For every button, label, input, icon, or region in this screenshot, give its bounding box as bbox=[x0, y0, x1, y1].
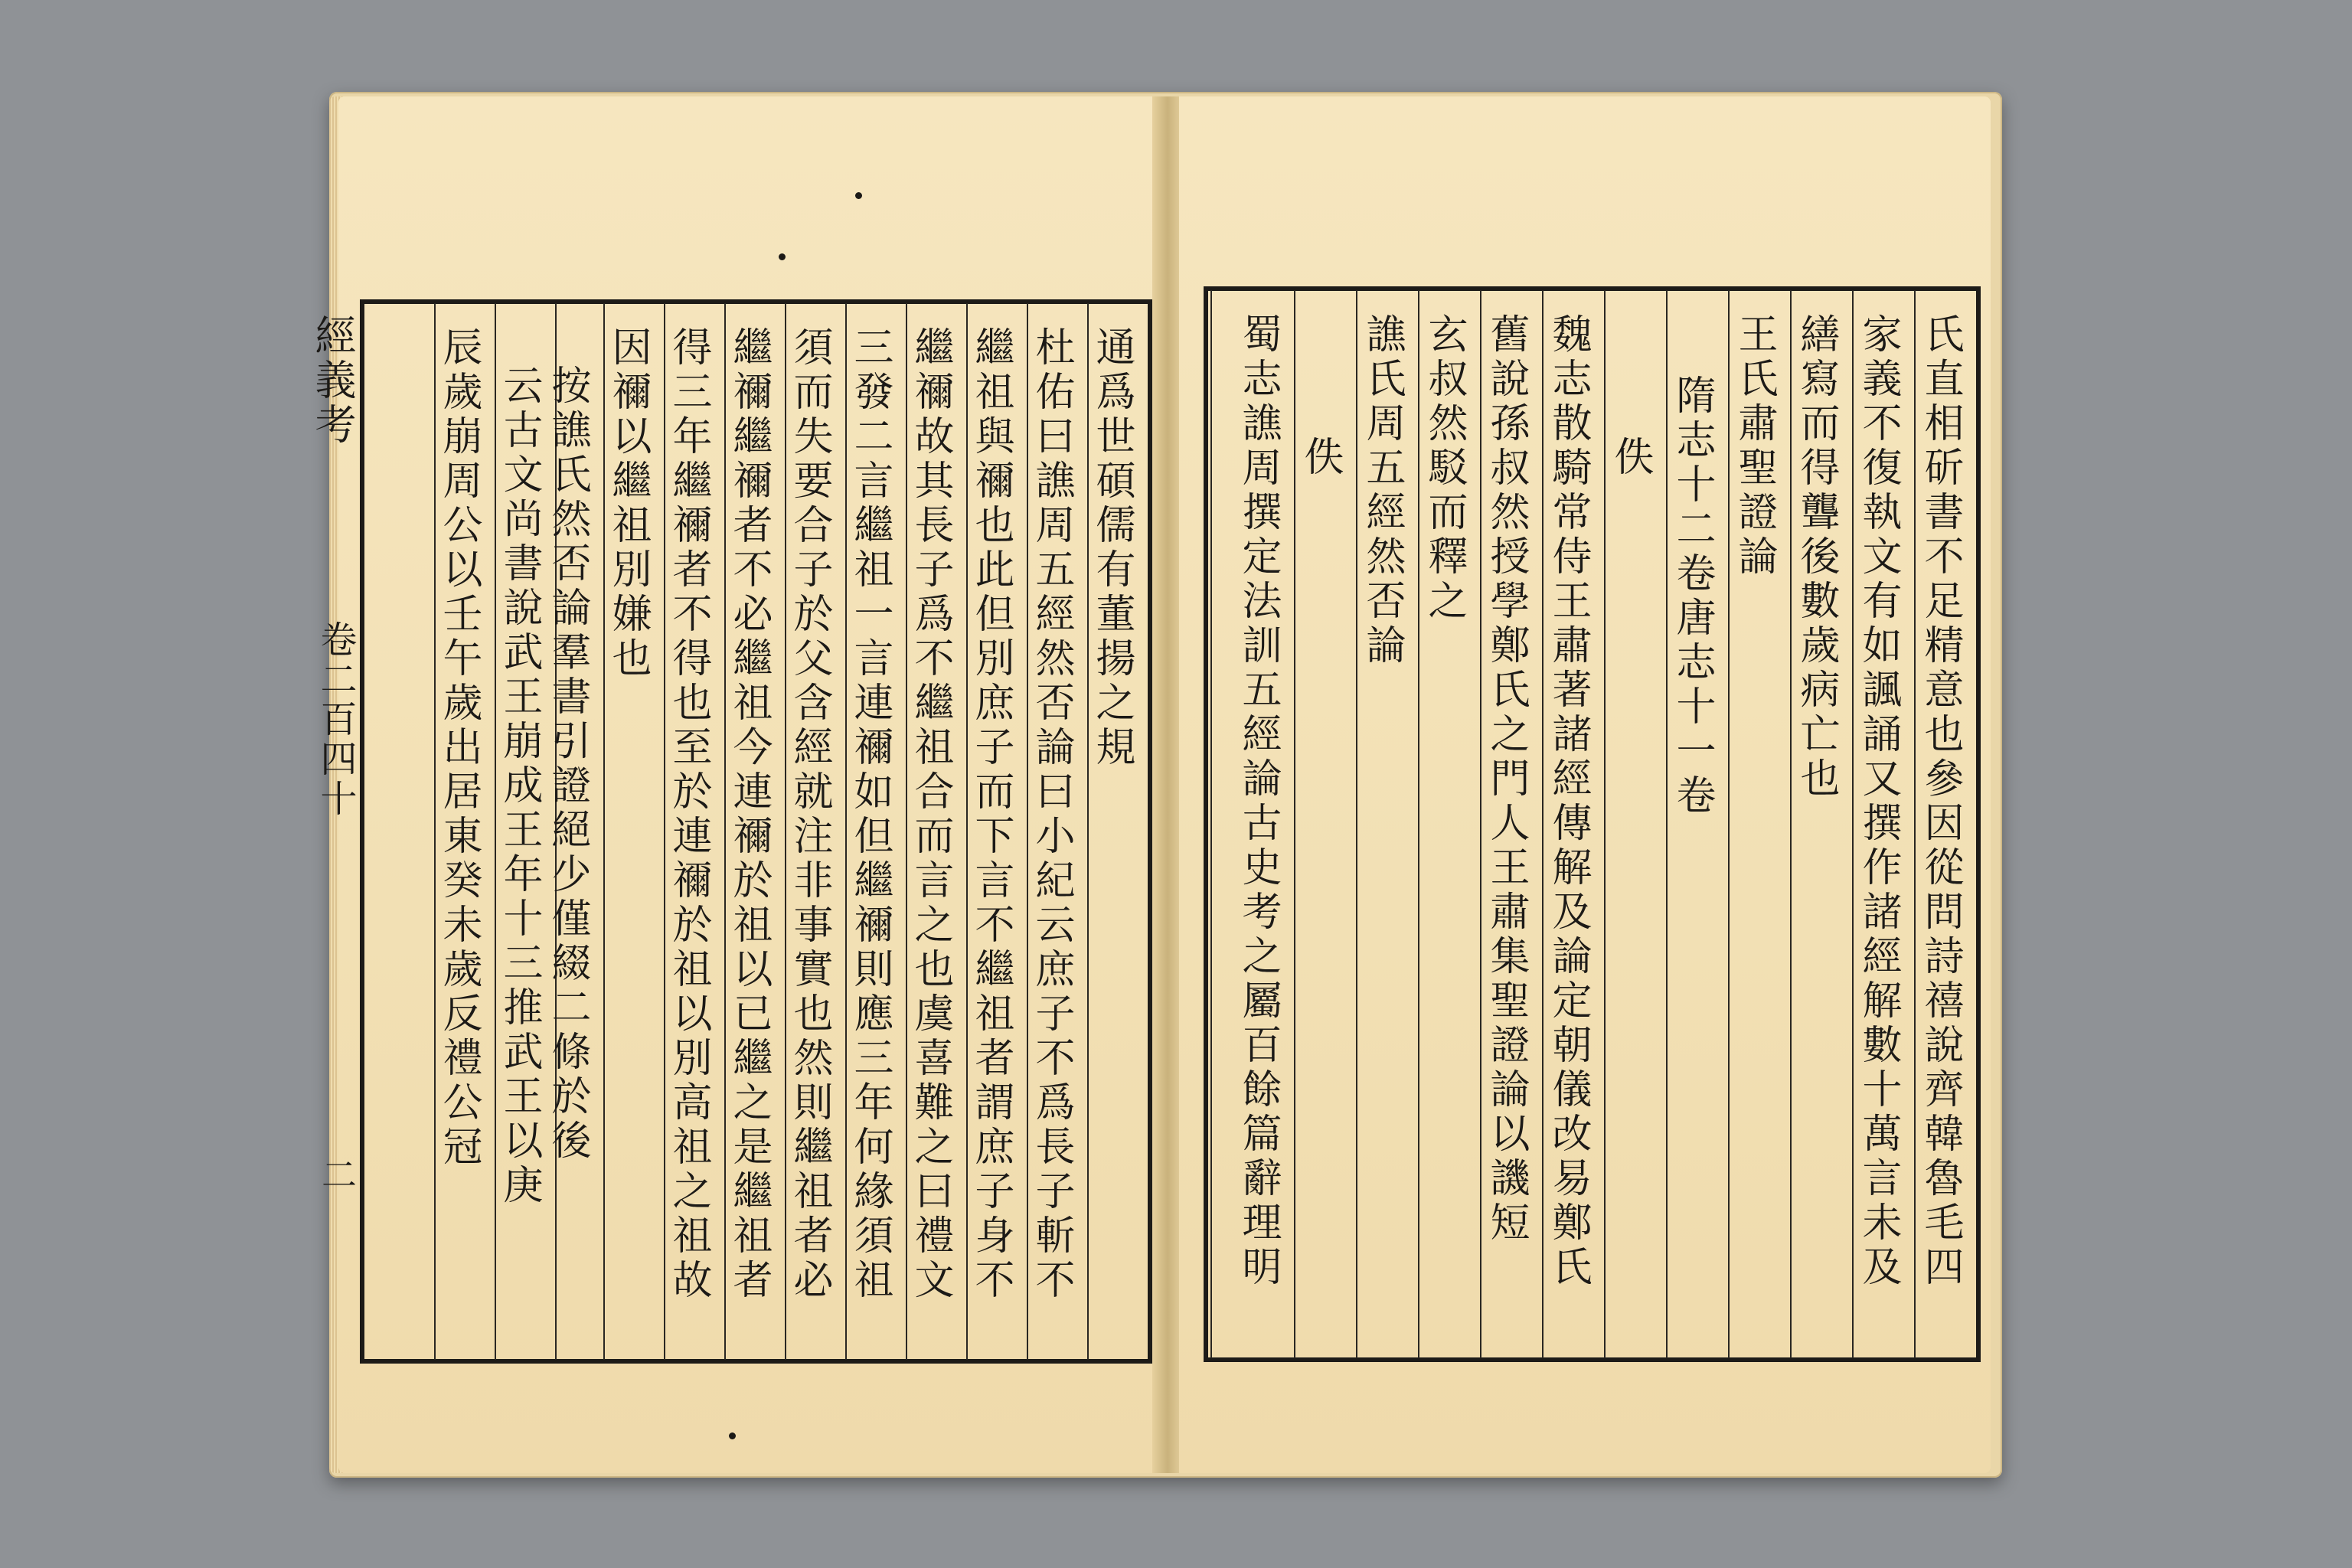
text-column: 王氏肅聖證論 bbox=[1728, 290, 1791, 1358]
open-book bbox=[309, 92, 2002, 1478]
text-column: 辰歲崩周公以壬午歲出居東癸未歲反禮公冠 bbox=[434, 303, 495, 1360]
text-column: 魏志散騎常侍王肅著諸經傳解及論定朝儀改易鄭氏 bbox=[1542, 290, 1605, 1358]
text-column: 繕寫而得聾後數歲病亡也 bbox=[1790, 290, 1853, 1358]
ink-speck bbox=[855, 192, 862, 199]
margin-title: 經義考 bbox=[309, 314, 357, 447]
text-column: 蜀志譙周撰定法訓五經論古史考之屬百餘篇辭理明 bbox=[1210, 290, 1295, 1358]
text-column: 云古文尚書說武王崩成王年十三推武王以庚 bbox=[495, 303, 556, 1360]
text-column: 佚 bbox=[1294, 290, 1357, 1358]
text-column: 譙氏周五經然否論 bbox=[1356, 290, 1419, 1358]
text-column: 氏直相斫書不足精意也參因從問詩禧說齊韓魯毛四 bbox=[1914, 290, 1977, 1358]
left-text-frame bbox=[309, 299, 1152, 1364]
text-column: 繼祖與禰也此但別庶子而下言不繼祖者謂庶子身不 bbox=[966, 303, 1027, 1360]
text-column: 須而失要合子於父含經就注非事實也然則繼祖者必 bbox=[785, 303, 846, 1360]
left-page bbox=[309, 96, 1158, 1473]
text-column: 得三年繼禰者不得也至於連禰於祖以別高祖之祖故 bbox=[664, 303, 725, 1360]
text-column: 繼禰繼禰者不必繼祖今連禰於祖以已繼之是繼祖者 bbox=[724, 303, 786, 1360]
text-column: 因禰以繼祖別嫌也 bbox=[603, 303, 665, 1360]
right-page bbox=[1179, 96, 1991, 1473]
text-column: 按譙氏然否論羣書引證絕少僅綴二條於後 bbox=[555, 303, 604, 1360]
text-column: 三發二言繼祖一言連禰如但繼禰則應三年何緣須祖 bbox=[845, 303, 906, 1360]
margin-page-number: 二 bbox=[316, 1156, 358, 1194]
text-column: 杜佑曰譙周五經然否論曰小紀云庶子不爲長子斬不 bbox=[1027, 303, 1088, 1360]
margin-volume: 卷二百四十 bbox=[314, 620, 357, 819]
ink-speck bbox=[779, 253, 786, 260]
text-column: 隋志十二卷唐志十一卷 bbox=[1666, 290, 1729, 1358]
book-gutter bbox=[1152, 96, 1183, 1473]
text-column: 舊說孫叔然授學鄭氏之門人王肅集聖證論以譏短 bbox=[1480, 290, 1543, 1358]
text-column: 繼禰故其長子爲不繼祖合而言之也虞喜難之曰禮文 bbox=[906, 303, 967, 1360]
text-column: 家義不復執文有如諷誦又撰作諸經解數十萬言未及 bbox=[1852, 290, 1915, 1358]
text-column: 玄叔然駁而釋之 bbox=[1418, 290, 1481, 1358]
text-column: 通爲世碩儒有董揚之規 bbox=[1087, 303, 1148, 1360]
text-column: 佚 bbox=[1604, 290, 1667, 1358]
ink-speck bbox=[729, 1432, 736, 1439]
right-text-frame bbox=[1204, 286, 1981, 1362]
